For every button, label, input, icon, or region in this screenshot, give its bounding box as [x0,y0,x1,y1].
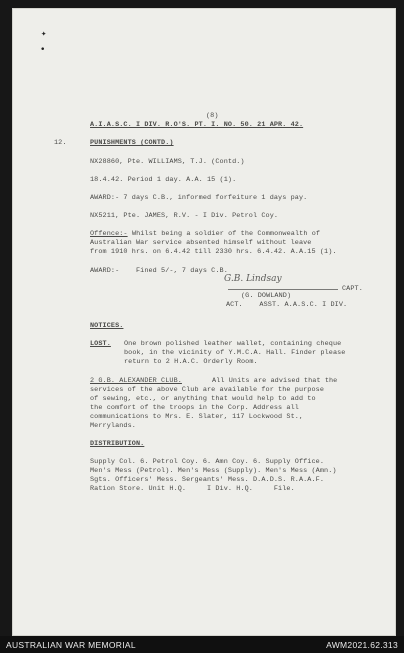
lost-label: LOST. [90,340,111,348]
offence-line-2: Australian War service absented himself without leave [90,239,312,247]
routine-orders-header: A.I.A.S.C. I DIV. R.O'S. PT. I. NO. 50. 21 APR. 42. [90,121,304,129]
handwritten-signature: G.B. Lindsay [224,274,282,284]
distribution-line-4: Ration Store. Unit H.Q. I Div. H.Q. File. [90,485,295,493]
distribution-line-1: Supply Col. 6. Petrol Coy. 6. Amn Coy. 6. Supply Office. [90,458,325,466]
lost-line-3: return to 2 H.A.C. Orderly Room. [124,358,258,366]
item-number: 12. [54,139,67,147]
staple-mark-icon: ✦ [41,29,47,39]
signatory-rank: CAPT. [342,285,363,293]
offence-label: Offence:- [90,230,128,238]
distribution-heading: DISTRIBUTION. [90,440,145,448]
club-line-6: Merrylands. [90,422,136,430]
club-line-1: All Units are advised that the [212,377,338,385]
club-label: 2 G.B. ALEXANDER CLUB. [90,377,182,385]
club-line-2: services of the above Club are available for the purpose [90,386,325,394]
entry1-charge: 18.4.42. Period 1 day. A.A. 15 (1). [90,176,237,184]
lost-line-1: One brown polished leather wallet, containing cheque [124,340,342,348]
distribution-line-2: Men's Mess (Petrol). Men's Mess (Supply). Men's Mess (Amn.) [90,467,337,475]
notices-heading: NOTICES. [90,322,124,330]
entry2-award: AWARD:- Fined 5/-, 7 days C.B. [90,267,228,275]
lost-line-2: book, in the vicinity of Y.M.C.A. Hall. Finder please [124,349,346,357]
institution-name: AUSTRALIAN WAR MEMORIAL [6,640,136,650]
offence-line-3: from 1910 hrs. on 6.4.42 till 2330 hrs. 6.4.42. A.A.15 (1). [90,248,337,256]
club-line-5: communications to Mrs. E. Slater, 117 Lockwood St., [90,413,304,421]
distribution-line-3: Sgts. Officers' Mess. Sergeants' Mess. D.A.D.S. R.A.A.F. [90,476,325,484]
signature-line [228,289,338,290]
document-page [12,8,396,636]
offence-line-1: Whilst being a soldier of the Commonwealth of [132,230,321,238]
signatory-name: (G. DOWLAND) [241,292,292,300]
entry1-name: NX28860, Pte. WILLIAMS, T.J. (Contd.) [90,158,245,166]
page-number: (8) [206,112,219,120]
archive-footer [0,636,404,653]
entry2-name: NX5211, Pte. JAMES, R.V. - I Div. Petrol Coy. [90,212,279,220]
signatory-title: ACT. ASST. A.A.S.C. I DIV. [226,301,348,309]
punishments-heading: PUNISHMENTS (CONTD.) [90,139,174,147]
entry1-award: AWARD:- 7 days C.B., informed forfeiture 1 days pay. [90,194,308,202]
club-line-3: of sewing, etc., or anything that would help to add to [90,395,316,403]
accession-number: AWM2021.62.313 [326,640,398,650]
club-line-4: the comfort of the troops in the Corp. Address all [90,404,299,412]
pin-hole-icon: • [40,45,46,55]
